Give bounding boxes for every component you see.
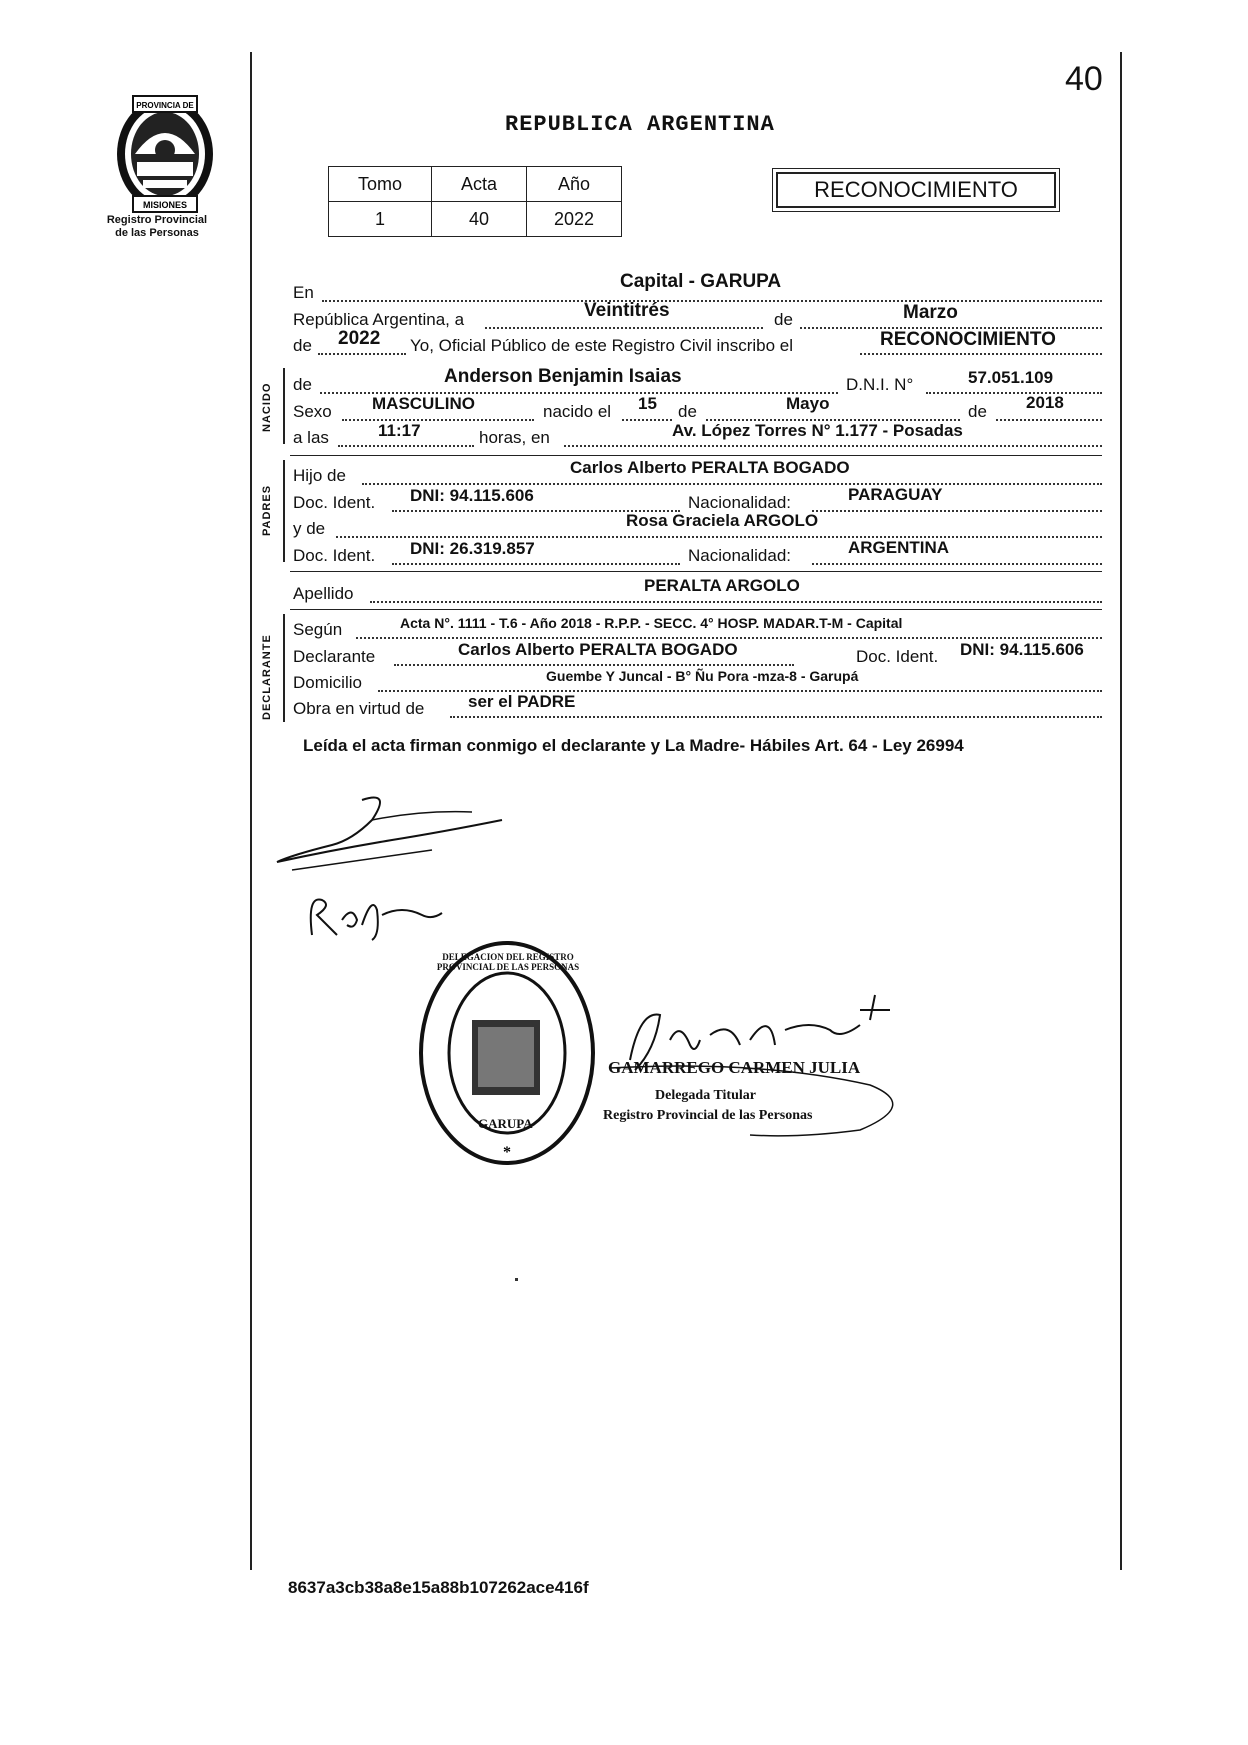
misiones-emblem-icon	[105, 92, 225, 222]
stamp-ring-text: DELEGACION DEL REGISTRO PROVINCIAL DE LAS PERSONAS	[436, 952, 580, 972]
month-value: Marzo	[903, 302, 958, 323]
mother-nat-line	[812, 563, 1102, 565]
mother-doc-line	[392, 563, 680, 565]
year-value: 2022	[338, 328, 381, 349]
emblem-caption-line1: Registro Provincial	[106, 214, 208, 226]
padres-section-label: PADRES	[261, 484, 273, 536]
mother-doc-label: Doc. Ident.	[293, 546, 376, 565]
emblem-caption	[92, 214, 222, 240]
left-margin-line	[250, 52, 252, 1570]
hijo-de-label: Hijo de	[293, 466, 346, 485]
de-label-2: de	[293, 336, 312, 355]
father-name-value: Carlos Alberto PERALTA BOGADO	[570, 458, 850, 477]
apellido-label: Apellido	[293, 584, 354, 603]
dni-line	[926, 392, 1102, 394]
padres-bracket	[283, 460, 285, 562]
declarante-bracket	[283, 614, 285, 722]
sex-line	[342, 419, 534, 421]
place-line	[322, 300, 1102, 302]
obra-value: ser el PADRE	[468, 692, 576, 711]
official-role: Delegada Titular	[655, 1088, 756, 1103]
segun-label: Según	[293, 620, 343, 639]
mother-nat-label: Nacionalidad:	[688, 546, 792, 565]
father-nat-label: Nacionalidad:	[688, 493, 792, 512]
divider-nacido	[290, 455, 1102, 456]
mother-name-line	[336, 536, 1102, 538]
father-doc-label: Doc. Ident.	[293, 493, 376, 512]
nacido-bracket	[283, 368, 285, 444]
nacido-de-label: de	[293, 375, 312, 394]
official-office: Registro Provincial de las Personas	[603, 1108, 813, 1123]
anio-value: 2022	[527, 202, 622, 237]
register-table-header-row	[329, 167, 622, 202]
divider-apellido	[290, 609, 1102, 610]
a-las-label: a las	[293, 428, 329, 447]
nacido-el-label: nacido el	[543, 402, 612, 421]
horas-en-label: horas, en	[479, 428, 550, 447]
nacido-de-label-2: de	[678, 402, 697, 421]
segun-value: Acta N°. 1111 - T.6 - Año 2018 - R.P.P. - SECC. 4° HOSP. MADAR.T-M - Capital	[400, 615, 903, 631]
anio-header: Año	[527, 167, 622, 202]
dni-label: D.N.I. N°	[846, 375, 914, 394]
declarante-doc-value: DNI: 94.115.606	[960, 640, 1084, 659]
declarante-label: Declarante	[293, 647, 376, 666]
domicilio-label: Domicilio	[293, 673, 362, 692]
svg-text:*: *	[503, 1144, 511, 1161]
act-word-line	[860, 353, 1102, 355]
declarante-signature-icon	[272, 790, 512, 880]
declarante-doc-label: Doc. Ident.	[856, 647, 939, 666]
declarante-name-value: Carlos Alberto PERALTA BOGADO	[458, 640, 738, 659]
sexo-label: Sexo	[293, 402, 332, 421]
day-value: Veintitrés	[584, 300, 670, 321]
emblem-bottom-text: MISIONES	[142, 200, 188, 210]
apellido-line	[370, 601, 1102, 603]
closing-statement: Leída el acta firman conmigo el declarante y La Madre- Hábiles Art. 64 - Ley 26994	[303, 736, 964, 755]
birth-place-line	[564, 445, 1102, 447]
emblem-top-text: PROVINCIA DE	[136, 101, 194, 110]
birth-day-value: 15	[638, 394, 657, 413]
child-dni-value: 57.051.109	[968, 368, 1054, 387]
stamp-bottom-text: GARUPA	[478, 1116, 533, 1131]
y-de-label: y de	[293, 519, 326, 538]
mother-name-value: Rosa Graciela ARGOLO	[626, 511, 819, 530]
en-label: En	[293, 283, 314, 302]
nacido-section-label: NACIDO	[261, 382, 273, 432]
oficial-text: Yo, Oficial Público de este Registro Civil inscribo el	[410, 336, 793, 355]
birth-year-value: 2018	[1026, 393, 1064, 412]
acta-value: 40	[432, 202, 527, 237]
father-nat-line	[812, 510, 1102, 512]
tomo-header: Tomo	[329, 167, 432, 202]
register-table-value-row	[329, 202, 622, 237]
obra-line	[450, 716, 1102, 718]
page-title: REPUBLICA ARGENTINA	[505, 112, 775, 137]
father-doc-value: DNI: 94.115.606	[410, 486, 534, 505]
father-name-line	[362, 483, 1102, 485]
time-line	[338, 445, 474, 447]
right-margin-line	[1120, 52, 1122, 1570]
birth-year-line	[996, 419, 1102, 421]
birth-month-value: Mayo	[786, 394, 830, 413]
child-name-value: Anderson Benjamin Isaias	[444, 366, 682, 387]
emblem-caption-line2: de las Personas	[115, 227, 199, 239]
declarante-name-line	[394, 664, 794, 666]
act-type-box: RECONOCIMIENTO	[776, 172, 1056, 208]
obra-label: Obra en virtud de	[293, 699, 425, 718]
mother-doc-value: DNI: 26.319.857	[410, 539, 535, 558]
father-nationality-value: PARAGUAY	[848, 485, 943, 504]
act-word-value: RECONOCIMIENTO	[880, 329, 1056, 350]
sex-value: MASCULINO	[372, 394, 475, 413]
time-value: 11:17	[378, 421, 421, 440]
republica-label: República Argentina, a	[293, 310, 465, 329]
apellido-value: PERALTA ARGOLO	[644, 576, 800, 595]
place-value: Capital - GARUPA	[620, 271, 782, 292]
mother-nationality-value: ARGENTINA	[848, 538, 950, 557]
day-line	[485, 327, 763, 329]
register-table	[328, 166, 622, 237]
segun-line	[356, 637, 1102, 639]
domicilio-value: Guembe Y Juncal - B° Ñu Pora -mza-8 - Garupá	[546, 668, 859, 684]
birth-day-line	[622, 419, 672, 421]
document-hash: 8637a3cb38a8e15a88b107262ace416f	[288, 1578, 589, 1597]
dot-mark	[515, 1278, 518, 1281]
nacido-de-label-3: de	[968, 402, 987, 421]
year-line	[318, 353, 406, 355]
page-number: 40	[1065, 60, 1103, 98]
official-name: GAMARREGO CARMEN JULIA	[608, 1058, 861, 1077]
declarante-section-label: DECLARANTE	[261, 634, 273, 720]
birth-place-value: Av. López Torres N° 1.177 - Posadas	[672, 421, 963, 440]
divider-padres	[290, 571, 1102, 572]
de-label-1: de	[774, 310, 793, 329]
tomo-value: 1	[329, 202, 432, 237]
acta-header: Acta	[432, 167, 527, 202]
